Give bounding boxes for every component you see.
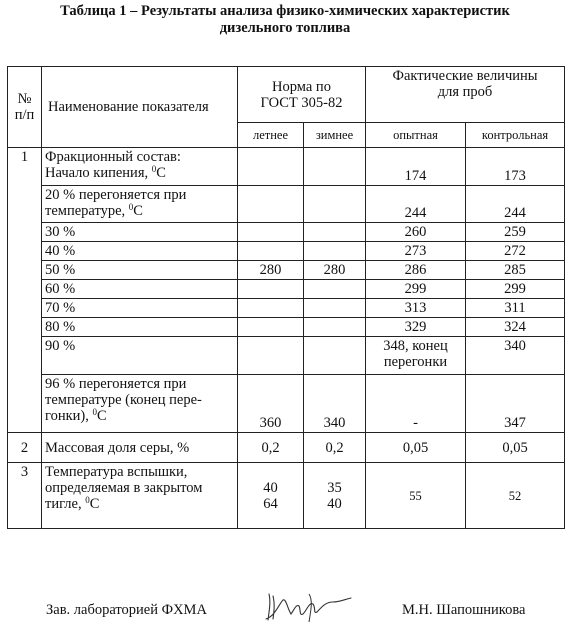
indicator-name: 96 % перегоняется при температуре (конец пере- гонки), $^0$С <box>42 375 238 433</box>
test-value: 174 <box>366 148 466 186</box>
control-value: 244 <box>466 186 565 223</box>
summer-value: 280 <box>238 261 304 280</box>
summer-value <box>238 242 304 261</box>
test-value: 260 <box>366 223 466 242</box>
control-value: 0,05 <box>466 433 565 463</box>
handwritten-signature <box>263 590 353 626</box>
row-number: 3 <box>8 463 42 529</box>
footer-person: М.Н. Шапошникова <box>402 602 526 618</box>
table-row <box>8 375 565 433</box>
control-value: 285 <box>466 261 565 280</box>
table-row <box>8 299 565 318</box>
indicator-name: 30 % <box>42 223 238 242</box>
header-norm: Норма по ГОСТ 305-82 <box>238 67 366 123</box>
summer-value <box>238 280 304 299</box>
header-winter: зимнее <box>304 123 366 148</box>
winter-value <box>304 299 366 318</box>
test-value: 299 <box>366 280 466 299</box>
summer-value <box>238 148 304 186</box>
summer-value: 360 <box>238 375 304 433</box>
table-row <box>8 261 565 280</box>
control-value: 173 <box>466 148 565 186</box>
table-row <box>8 433 565 463</box>
winter-value: 35 40 <box>304 463 366 529</box>
summer-value <box>238 186 304 223</box>
header-actual-values: Фактические величины для проб <box>366 67 565 123</box>
control-value: 259 <box>466 223 565 242</box>
indicator-name: 50 % <box>42 261 238 280</box>
test-value: 348, конец перегонки <box>366 337 466 375</box>
control-value: 52 <box>466 463 565 529</box>
results-table <box>7 66 565 529</box>
winter-value <box>304 318 366 337</box>
indicator-name: 20 % перегоняется при температуре, $^0$С <box>42 186 238 223</box>
summer-value <box>238 337 304 375</box>
winter-value <box>304 337 366 375</box>
test-value: 0,05 <box>366 433 466 463</box>
table-title-line-2: дизельного топлива <box>219 20 351 36</box>
indicator-name: Фракционный состав: Начало кипения, $^0$С <box>42 148 238 186</box>
header-control-sample: контрольная <box>466 123 565 148</box>
table-row <box>8 186 565 223</box>
table-title <box>0 3 570 37</box>
summer-value: 40 64 <box>238 463 304 529</box>
test-value: 55 <box>366 463 466 529</box>
winter-value: 0,2 <box>304 433 366 463</box>
indicator-name: Массовая доля серы, % <box>42 433 238 463</box>
winter-value <box>304 148 366 186</box>
test-value: 244 <box>366 186 466 223</box>
indicator-name: Температура вспышки, определяемая в закрытом тигле, $^0$С <box>42 463 238 529</box>
summer-value <box>238 223 304 242</box>
test-value: - <box>366 375 466 433</box>
test-value: 286 <box>366 261 466 280</box>
row-number: 1 <box>8 148 42 433</box>
winter-value: 280 <box>304 261 366 280</box>
winter-value <box>304 186 366 223</box>
test-value: 313 <box>366 299 466 318</box>
header-indicator-name: Наименование показателя <box>42 67 238 148</box>
control-value: 311 <box>466 299 565 318</box>
winter-value: 340 <box>304 375 366 433</box>
header-test-sample: опытная <box>366 123 466 148</box>
test-value: 273 <box>366 242 466 261</box>
indicator-name: 80 % <box>42 318 238 337</box>
table-row <box>8 318 565 337</box>
summer-value <box>238 318 304 337</box>
table-row <box>8 463 565 529</box>
row-number: 2 <box>8 433 42 463</box>
indicator-name: 90 % <box>42 337 238 375</box>
header-row-1 <box>8 67 565 123</box>
indicator-name: 70 % <box>42 299 238 318</box>
control-value: 299 <box>466 280 565 299</box>
table-row <box>8 242 565 261</box>
table-title-line-1: Таблица 1 – Результаты анализа физико-химических характеристик <box>60 3 510 19</box>
summer-value: 0,2 <box>238 433 304 463</box>
control-value: 272 <box>466 242 565 261</box>
winter-value <box>304 242 366 261</box>
control-value: 324 <box>466 318 565 337</box>
winter-value <box>304 223 366 242</box>
table-row <box>8 223 565 242</box>
test-value: 329 <box>366 318 466 337</box>
indicator-name: 60 % <box>42 280 238 299</box>
winter-value <box>304 280 366 299</box>
control-value: 340 <box>466 337 565 375</box>
table-row <box>8 337 565 375</box>
table-row <box>8 280 565 299</box>
indicator-name: 40 % <box>42 242 238 261</box>
table-row <box>8 148 565 186</box>
header-num: № п/п <box>8 67 42 148</box>
control-value: 347 <box>466 375 565 433</box>
summer-value <box>238 299 304 318</box>
footer-position: Зав. лабораторией ФХМА <box>46 602 207 618</box>
header-summer: летнее <box>238 123 304 148</box>
